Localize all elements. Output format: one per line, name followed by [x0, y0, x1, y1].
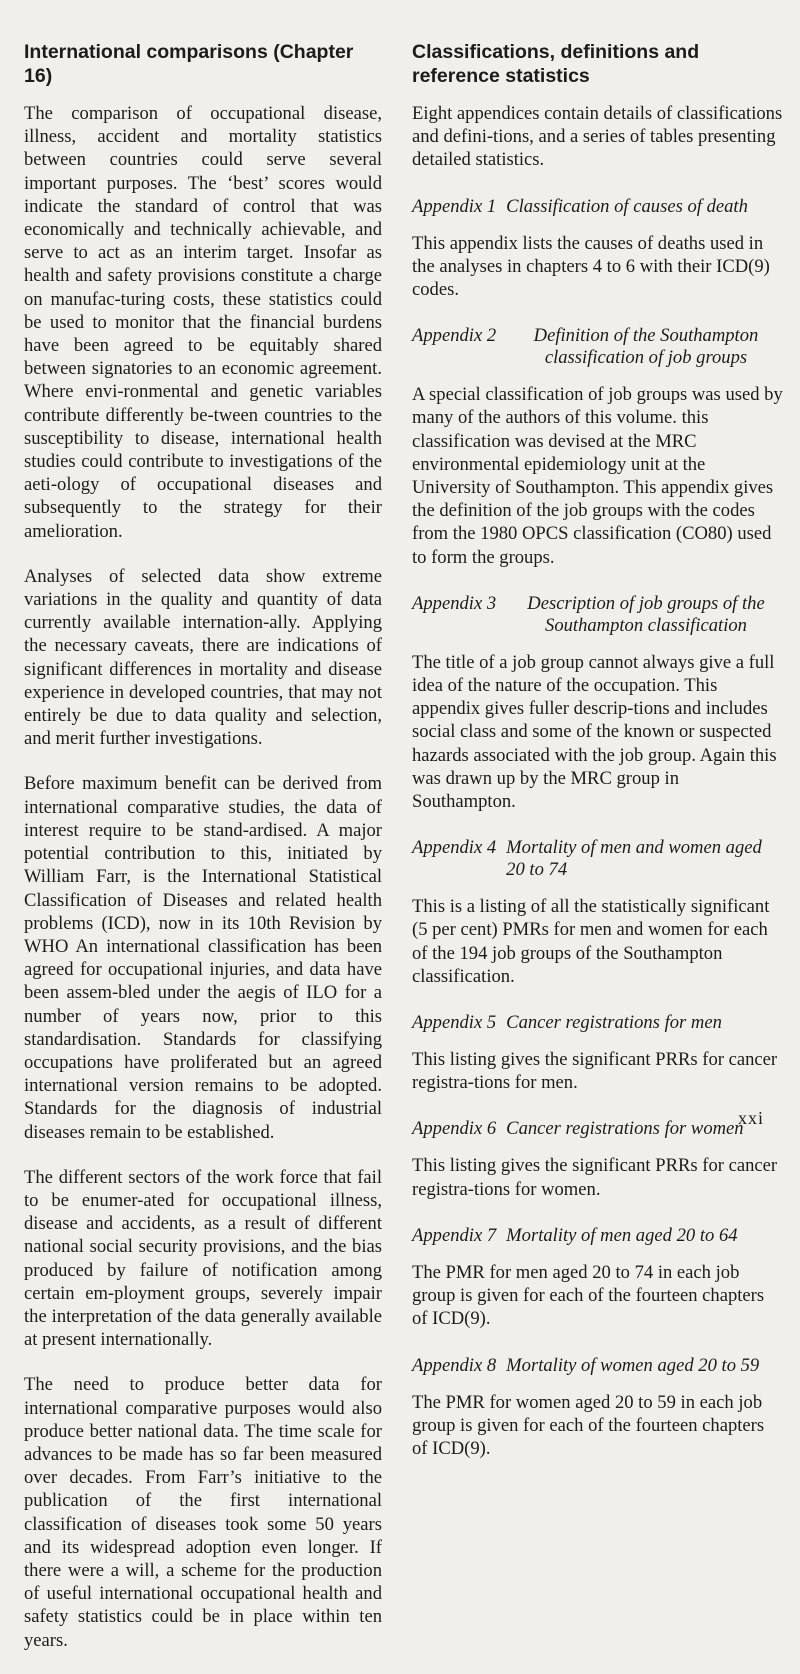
intro-paragraph: Eight appendices contain details of classifications and defini-tions, and a series of tables presenting detailed statistics.	[412, 103, 783, 171]
appendix-title: Mortality of women aged 20 to 59	[506, 1354, 760, 1376]
appendix-4	[412, 837, 784, 988]
appendix-heading	[412, 1118, 784, 1140]
appendix-description: The PMR for women aged 20 to 59 in each job group is given for each of the fourteen chapters of ICD(9).	[412, 1391, 765, 1459]
appendix-1	[412, 196, 784, 302]
appendix-number: Appendix 7	[412, 1224, 497, 1246]
paragraph: Analyses of selected data show extreme variations in the quality and quantity of data currently available internation-ally. Applying the necessary caveats, there are indications of significant differences in mortality and disease experience in developed countries, that may not entirely be due to data quality and selection, and merit further investigations.	[24, 565, 382, 750]
appendix-number: Appendix 2	[412, 325, 497, 347]
appendix-heading	[412, 325, 784, 369]
appendix-heading	[412, 1012, 784, 1034]
paragraph: The need to produce better data for international comparative purposes would also produce better national data. The time scale for advances to be made has so far been measured over decades. From Farr’s initiative to the publication of the first international classification of diseases took some 50 years and its widespread adoption even longer. If there were a will, a scheme for the production of useful international occupational health and safety statistics could be in place within ten years.	[24, 1374, 382, 1651]
appendix-number: Appendix 5	[412, 1012, 497, 1034]
appendix-title: Cancer registrations for men	[506, 1012, 722, 1034]
left-column	[24, 40, 382, 1674]
appendix-2	[412, 325, 784, 569]
appendix-description: The PMR for men aged 20 to 74 in each job group is given for each of the fourteen chapters of ICD(9).	[412, 1261, 765, 1330]
appendix-title: Mortality of men aged 20 to 64	[506, 1224, 738, 1246]
appendix-3	[412, 593, 784, 813]
appendix-number: Appendix 1	[412, 195, 497, 217]
appendix-title: Classification of causes of death	[506, 195, 748, 217]
appendix-number: Appendix 3	[412, 592, 497, 614]
appendix-title: Description of job groups of the Southampton classification	[527, 592, 765, 636]
appendix-7	[412, 1225, 784, 1331]
appendix-heading	[412, 837, 784, 881]
appendix-title: Mortality of men and women aged 20 to 74	[506, 837, 762, 881]
appendix-number: Appendix 4	[412, 837, 497, 859]
page-number: xxi	[738, 1108, 765, 1128]
right-column	[412, 40, 784, 1484]
appendix-8	[412, 1355, 784, 1461]
paragraph: The different sectors of the work force that fail to be enumer-ated for occupational illness, disease and accidents, as a result of different national social security provisions, and the bias produced by failure of notification among certain em-ployment groups, severely impair the interpretation of the data generally available at present internationally.	[24, 1166, 382, 1351]
appendix-description: This appendix lists the causes of deaths used in the analyses in chapters 4 to 6 with their ICD(9) codes.	[412, 232, 770, 301]
paragraph: Before maximum benefit can be derived from international comparative studies, the data of interest require to be stand-ardised. A major potential contribution to this, initiated by William Farr, is the International Statistical Classification of Diseases and related health problems (ICD), now in its 10th Revision by WHO An international classification has been agreed for occupational injuries, and data have been assem-bled under the aegis of ILO for a number of years now, prior to this standardisation. Standards for classifying occupations have proliferated but an agreed international version remains to be adopted. Standards for the diagnosis of industrial diseases remain to be established.	[24, 773, 382, 1143]
appendix-heading	[412, 196, 784, 218]
appendix-number: Appendix 6	[412, 1118, 497, 1140]
section-heading-classifications: Classifications, definitions and reference statistics	[412, 41, 700, 87]
appendix-description: The title of a job group cannot always give a full idea of the nature of the occupation. This appendix gives fuller descrip-tions and includes social class and some of the known or suspected hazards associated with the job group. Again this was drawn up by the MRC group in Southampton.	[412, 651, 777, 813]
appendix-description: This is a listing of all the statistically significant (5 per cent) PMRs for men and women for each of the 194 job groups of the Southampton classification.	[412, 896, 770, 987]
appendix-title: Definition of the Southampton classification of job groups	[533, 325, 759, 369]
appendix-5	[412, 1012, 784, 1094]
section-heading-international: International comparisons (Chapter 16)	[24, 41, 354, 87]
appendix-heading	[412, 1355, 784, 1377]
appendix-heading	[412, 593, 784, 637]
appendix-heading	[412, 1225, 784, 1247]
paragraph: The comparison of occupational disease, illness, accident and mortality statistics between countries could serve several important purposes. The ‘best’ scores would indicate the standard of control that was economically and technically achievable, and serve to act as an interim target. Insofar as health and safety provisions constitute a charge on manufac-turing costs, these statistics could be used to monitor that the financial burdens have been agreed to be equitably shared between signatories to an economic agreement. Where envi-ronmental and genetic variables contribute differently be-tween countries to the susceptibility to disease, international health studies could contribute to investigations of the aeti-ology of occupational diseases and subsequently to the strategy for their amelioration.	[24, 103, 382, 542]
appendix-6	[412, 1118, 784, 1200]
appendix-description: This listing gives the significant PRRs for cancer registra-tions for men.	[412, 1049, 778, 1094]
appendix-description: This listing gives the significant PRRs for cancer registra-tions for women.	[412, 1155, 778, 1200]
appendix-number: Appendix 8	[412, 1354, 497, 1376]
appendix-title: Cancer registrations for women	[506, 1118, 744, 1140]
appendix-description: A special classification of job groups was used by many of the authors of this volume. this classification was devised at the MRC environmental epidemiology unit at the University of Southampton. This appendix gives the definition of the job groups with the codes from the 1980 OPCS classification (CO80) used to form the groups.	[412, 384, 783, 568]
